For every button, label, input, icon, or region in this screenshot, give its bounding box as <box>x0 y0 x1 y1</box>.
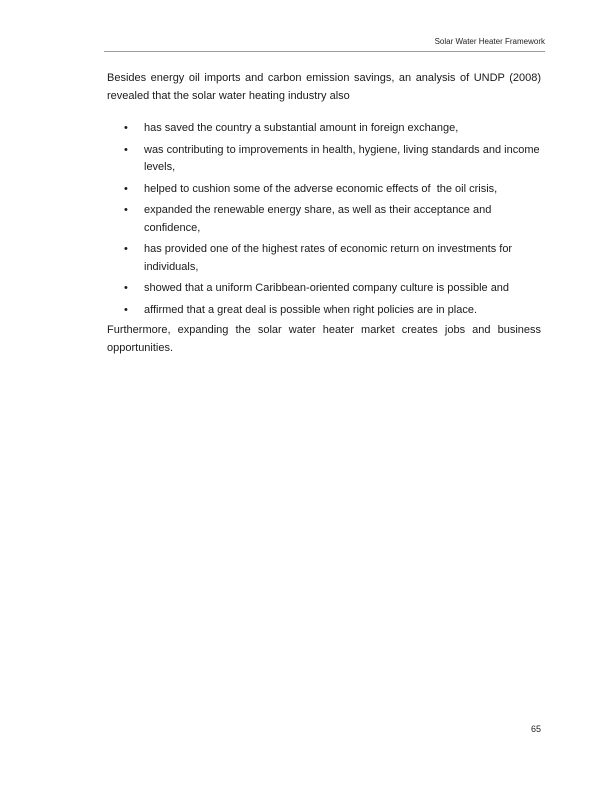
running-header-title: Solar Water Heater Framework <box>434 37 545 46</box>
bullet-marker-icon: • <box>124 122 128 134</box>
bullet-list-item <box>107 241 541 276</box>
bullet-item-text: expanded the renewable energy share, as well as their acceptance and confidence, <box>144 204 495 234</box>
bullet-marker-icon: • <box>124 303 128 316</box>
closing-paragraph: Furthermore, expanding the solar water heater market creates jobs and business opportunities. <box>107 324 541 354</box>
bullet-item-text: showed that a uniform Caribbean-oriented company culture is possible and <box>144 282 510 294</box>
bullet-list-item <box>107 142 541 177</box>
bullet-item-text: has provided one of the highest rates of economic return on investments for individuals, <box>144 243 516 273</box>
running-header <box>104 37 545 52</box>
benefits-bullet-list <box>107 120 541 323</box>
bullet-list-item <box>107 302 541 320</box>
bullet-item-text: helped to cushion some of the adverse economic effects of the oil crisis, <box>144 182 498 195</box>
bullet-marker-icon: • <box>124 182 128 195</box>
bullet-marker-icon: • <box>124 282 128 294</box>
bullet-item-text: affirmed that a great deal is possible when right policies are in place. <box>144 303 478 316</box>
bullet-item-text: has saved the country a substantial amount in foreign exchange, <box>144 122 459 134</box>
bullet-item-text: was contributing to improvements in health, hygiene, living standards and income levels, <box>144 143 543 173</box>
bullet-marker-icon: • <box>124 143 128 156</box>
bullet-list-item <box>107 280 541 298</box>
bullet-marker-icon: • <box>124 204 128 216</box>
bullet-list-item <box>107 181 541 199</box>
intro-paragraph: Besides energy oil imports and carbon emission savings, an analysis of UNDP (2008) revealed that the solar water heating industry also <box>107 72 541 102</box>
bullet-list-item <box>107 120 541 138</box>
page-number: 65 <box>530 724 541 734</box>
bullet-list-item <box>107 202 541 237</box>
bullet-marker-icon: • <box>124 243 128 255</box>
